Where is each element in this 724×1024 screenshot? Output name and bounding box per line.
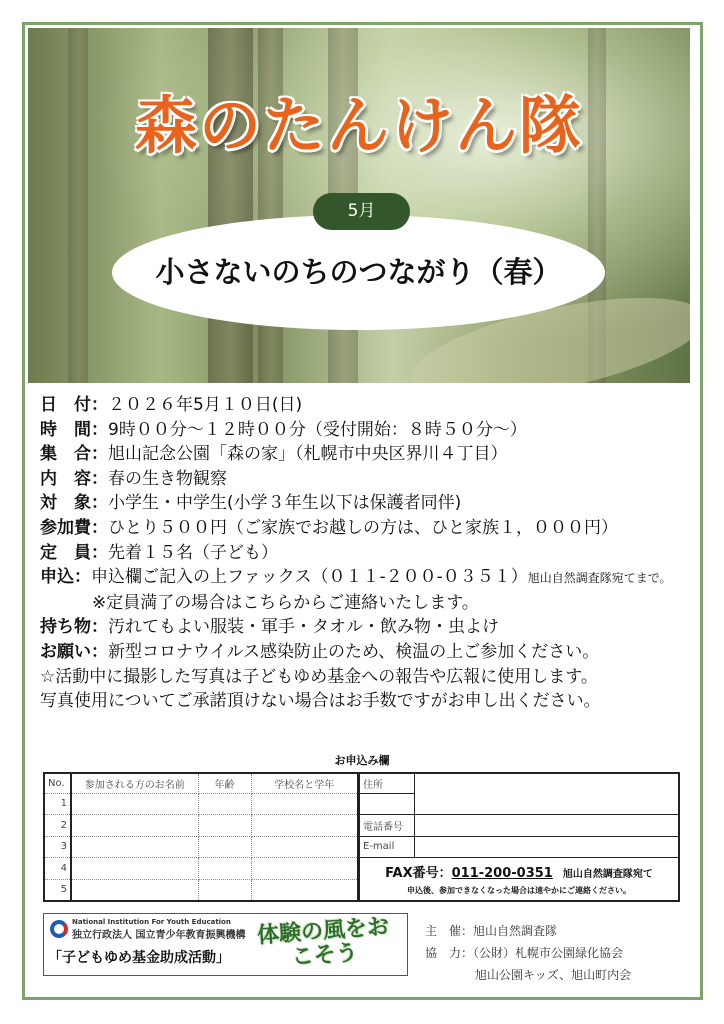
row-no: 5	[44, 879, 71, 901]
apply-note: ※定員満了の場合はこちらからご連絡いたします。	[92, 592, 479, 613]
table-row	[44, 815, 358, 837]
cooperation: 協 力：（公財）札幌市公園緑化協会	[425, 946, 624, 960]
participants-table	[43, 772, 359, 902]
label: 時 間：	[40, 419, 108, 440]
value-small: 旭山自然調査隊宛てまで。	[527, 571, 672, 586]
name-field[interactable]	[71, 836, 198, 858]
table-row	[44, 836, 358, 858]
detail-target	[40, 491, 672, 516]
school-field[interactable]	[251, 858, 358, 880]
fax-box	[359, 858, 679, 901]
phone-field[interactable]	[414, 815, 679, 837]
school-field[interactable]	[251, 836, 358, 858]
address-label: 住所	[359, 773, 414, 793]
header-school: 学校名と学年	[251, 773, 358, 793]
value: 汚れてもよい服装・軍手・タオル・飲み物・虫よけ	[108, 617, 499, 638]
name-field[interactable]	[71, 879, 198, 901]
age-field[interactable]	[198, 836, 251, 858]
detail-fee	[40, 516, 672, 541]
header-no: No.	[44, 773, 71, 793]
value: ２０２６年5月１０日(日)	[108, 395, 303, 415]
org-name-en: National Institution For Youth Education	[72, 918, 231, 926]
label: 持ち物：	[40, 617, 108, 638]
detail-request	[40, 640, 672, 665]
month-badge: 5月	[313, 193, 410, 230]
value: ひとり５００円（ご家族でお越しの方は、ひと家族１，０００円）	[108, 517, 618, 538]
detail-date	[40, 393, 672, 418]
age-field[interactable]	[198, 793, 251, 815]
table-row	[44, 879, 358, 901]
form-title: お申込み欄	[334, 754, 390, 767]
header-name: 参加される方のお名前	[71, 773, 198, 793]
value: 申込欄ご記入の上ファックス（０１１-２００-０３５１）	[91, 567, 528, 588]
row-no: 2	[44, 815, 71, 837]
slogan-logo: 体験の風をおこそう	[256, 914, 390, 971]
label: 定 員：	[40, 542, 108, 563]
detail-place	[40, 442, 672, 467]
row-no: 1	[44, 793, 71, 815]
row-no: 3	[44, 836, 71, 858]
name-field[interactable]	[71, 815, 198, 837]
fax-recipient: 旭山自然調査隊宛て	[562, 869, 653, 881]
sponsor-logo-box	[43, 913, 408, 976]
forest-hero-image	[28, 28, 690, 383]
school-field[interactable]	[251, 815, 358, 837]
org-name	[50, 918, 245, 941]
value: 9時００分～１２時００分（受付開始：８時５０分～）	[108, 419, 527, 440]
label: 日 付：	[40, 395, 108, 415]
event-subtitle: 小さないのちのつながり（春）	[112, 215, 605, 330]
detail-apply	[40, 565, 672, 591]
school-field[interactable]	[251, 793, 358, 815]
photo-note-1: ☆活動中に撮影した写真は子どもゆめ基金への報告や広報に使用します。	[40, 666, 598, 687]
email-label: E-mail	[359, 836, 414, 858]
fax-label: FAX番号：	[385, 866, 452, 882]
value: 小学生・中学生(小学３年生以下は保護者同伴)	[108, 493, 462, 514]
label: 内 容：	[40, 468, 108, 489]
contact-table	[358, 772, 680, 902]
cooperation-2: 旭山公園キッズ、旭山町内会	[475, 968, 632, 982]
age-field[interactable]	[198, 879, 251, 901]
table-row	[44, 793, 358, 815]
photo-note-2: 写真使用についてご承諾頂けない場合はお手数ですがお申し出ください。	[40, 691, 601, 712]
label: お願い：	[40, 641, 108, 662]
table-header	[44, 773, 358, 793]
label: 集 合：	[40, 444, 108, 465]
age-field[interactable]	[198, 858, 251, 880]
organizer: 主 催：旭山自然調査隊	[425, 924, 558, 938]
fund-label: 「子どもゆめ基金助成活動」	[48, 950, 230, 966]
header-age: 年齢	[198, 773, 251, 793]
label: 申込：	[40, 567, 91, 588]
org-name-jp: 独立行政法人 国立青少年教育振興機構	[72, 930, 246, 941]
school-field[interactable]	[251, 879, 358, 901]
event-details	[40, 393, 672, 714]
detail-capacity	[40, 541, 672, 566]
fax-note: 申込後、参加できなくなった場合は速やかにご連絡ください。	[407, 886, 631, 896]
detail-content	[40, 467, 672, 492]
table-row	[44, 858, 358, 880]
phone-label: 電話番号	[359, 815, 414, 837]
event-title: 森のたんけん隊	[134, 89, 583, 162]
label: 対 象：	[40, 493, 108, 514]
credits	[425, 920, 631, 986]
value: 旭山記念公園「森の家」（札幌市中央区界川４丁目）	[108, 444, 508, 465]
value: 春の生き物観察	[108, 468, 227, 489]
age-field[interactable]	[198, 815, 251, 837]
row-no: 4	[44, 858, 71, 880]
name-field[interactable]	[71, 793, 198, 815]
address-field[interactable]	[414, 773, 679, 815]
value: 新型コロナウイルス感染防止のため、検温の上ご参加ください。	[108, 641, 600, 662]
value: 先着１５名（子ども）	[108, 542, 278, 563]
label: 参加費：	[40, 517, 108, 538]
email-field[interactable]	[414, 836, 679, 858]
name-field[interactable]	[71, 858, 198, 880]
address-label-cont	[359, 793, 414, 815]
detail-belongings	[40, 615, 672, 640]
detail-time	[40, 418, 672, 443]
fax-number: 011-200-0351	[451, 866, 553, 882]
